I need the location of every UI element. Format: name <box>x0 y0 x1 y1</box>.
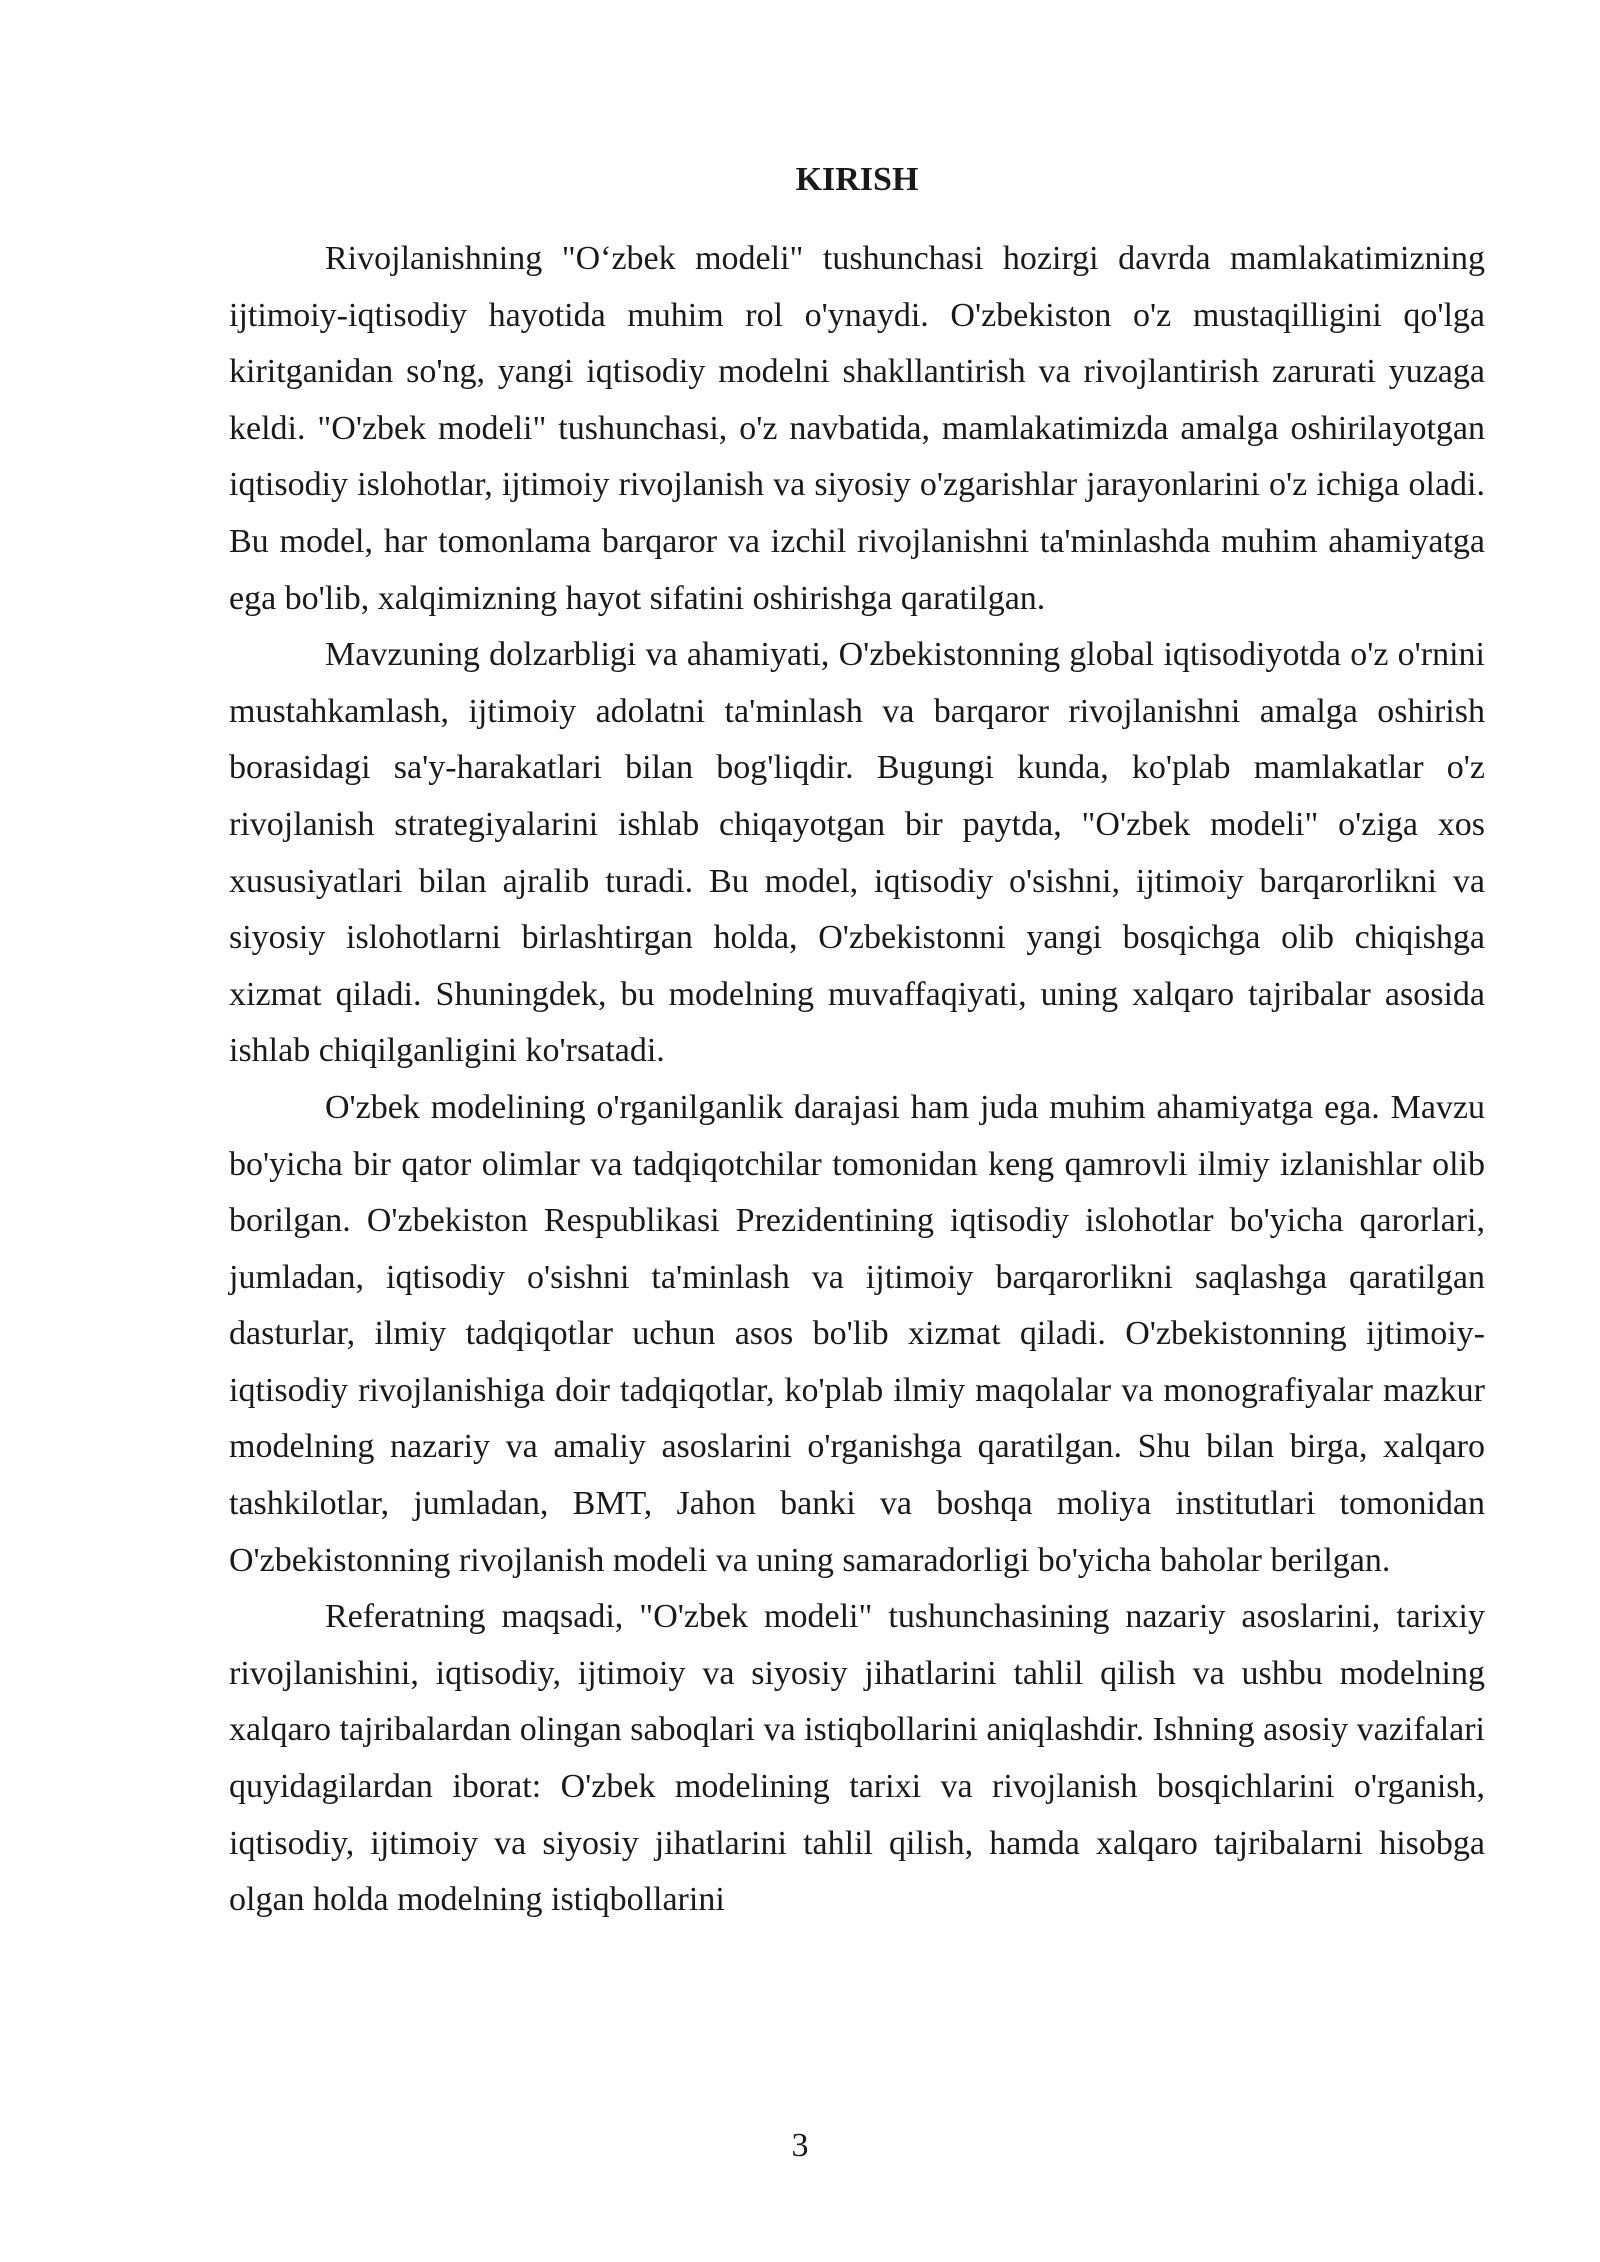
section-title: KIRISH <box>795 161 919 198</box>
paragraph-relevance: Mavzuning dolzarbligi va ahamiyati, O'zbekistonning global iqtisodiyotda o'z o'rnini mustahkamlash, ijtimoiy adolatni ta'minlash va barqaror rivojlanishni amalga oshirish borasidagi sa'y-harakatlari bilan bog'liqdir. Bugungi kunda, ko'plab mamlakatlar o'z rivojlanish strategiyalarini ishlab chiqayotgan bir paytda, "O'zbek modeli" o'ziga xos xususiyatlari bilan ajralib turadi. Bu model, iqtisodiy o'sishni, ijtimoiy barqarorlikni va siyosiy islohotlarni birlashtirgan holda, O'zbekistonni yangi bosqichga olib chiqishga xizmat qiladi. Shuningdek, bu modelning muvaffaqiyati, uning xalqaro tajribalar asosida ishlab chiqilganligini ko'rsatadi. <box>229 636 1485 1070</box>
paragraph-introduction: Rivojlanishning "O‘zbek modeli" tushunchasi hozirgi davrda mamlakatimizning ijtimoiy-iqtisodiy hayotida muhim rol o'ynaydi. O'zbekiston o'z mustaqilligini qo'lga kiritganidan so'ng, yangi iqtisodiy modelni shakllantirish va rivojlantirish zarurati yuzaga keldi. "O'zbek modeli" tushunchasi, o'z navbatida, mamlakatimizda amalga oshirilayotgan iqtisodiy islohotlar, ijtimoiy rivojlanish va siyosiy o'zgarishlar jarayonlarini o'z ichiga oladi. Bu model, har tomonlama barqaror va izchil rivojlanishni ta'minlashda muhim ahamiyatga ega bo'lib, xalqimizning hayot sifatini oshirishga qaratilgan. <box>229 240 1485 617</box>
paragraph-goal: Referatning maqsadi, "O'zbek modeli" tushunchasining nazariy asoslarini, tarixiy rivojlanishini, iqtisodiy, ijtimoiy va siyosiy jihatlarini tahlil qilish va ushbu modelning xalqaro tajribalardan olingan saboqlari va istiqbollarini aniqlashdir. Ishning asosiy vazifalari quyidagilardan iborat: O'zbek modelining tarixi va rivojlanish bosqichlarini o'rganish, iqtisodiy, ijtimoiy va siyosiy jihatlarini tahlil qilish, hamda xalqaro tajribalarni hisobga olgan holda modelning istiqbollarini <box>229 1598 1485 1919</box>
page-number: 3 <box>791 2127 809 2164</box>
paragraph-study-level: O'zbek modelining o'rganilganlik darajasi ham juda muhim ahamiyatga ega. Mavzu bo'yicha bir qator olimlar va tadqiqotchilar tomonidan keng qamrovli ilmiy izlanishlar olib borilgan. O'zbekiston Respublikasi Prezidentining iqtisodiy islohotlar bo'yicha qarorlari, jumladan, iqtisodiy o'sishni ta'minlash va ijtimoiy barqarorlikni saqlashga qaratilgan dasturlar, ilmiy tadqiqotlar uchun asos bo'lib xizmat qiladi. O'zbekistonning ijtimoiy-iqtisodiy rivojlanishiga doir tadqiqotlar, ko'plab ilmiy maqolalar va monografiyalar mazkur modelning nazariy va amaliy asoslarini o'rganishga qaratilgan. Shu bilan birga, xalqaro tashkilotlar, jumladan, BMT, Jahon banki va boshqa moliya institutlari tomonidan O'zbekistonning rivojlanish modeli va uning samaradorligi bo'yicha baholar berilgan. <box>229 1088 1485 1579</box>
page-content <box>229 160 1485 1929</box>
